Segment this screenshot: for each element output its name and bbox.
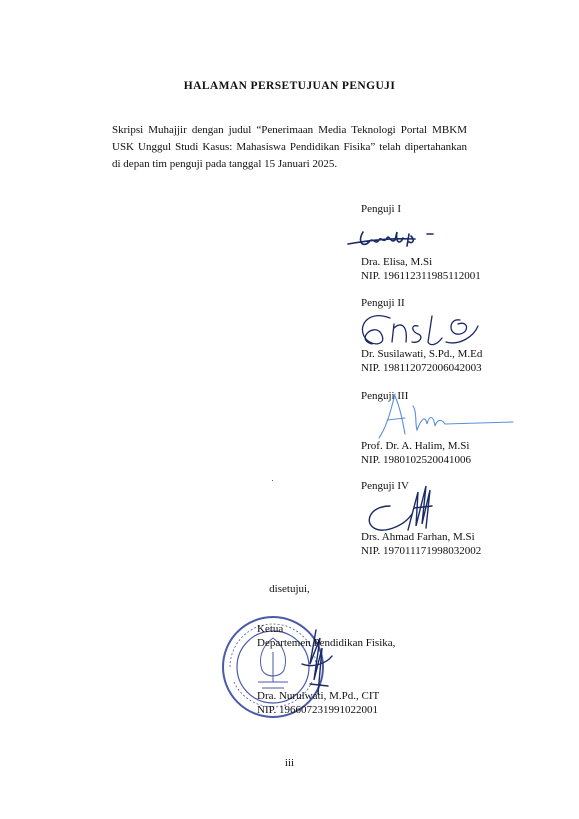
signature-examiner-3 — [365, 390, 525, 446]
examiner-4-name: Drs. Ahmad Farhan, M.Si — [361, 531, 475, 543]
examiner-1-label: Penguji I — [361, 203, 402, 215]
examiner-2-nip: NIP. 198112072006042003 — [361, 362, 482, 374]
examiner-4-label: Penguji IV — [361, 480, 409, 492]
approval-role: Ketua — [257, 623, 284, 635]
stray-dot — [272, 480, 273, 481]
examiner-3-name: Prof. Dr. A. Halim, M.Si — [361, 440, 470, 452]
signature-examiner-1 — [345, 222, 445, 258]
approval-label: disetujui, — [269, 583, 310, 595]
examiner-3-nip: NIP. 198010252004100​6 — [361, 454, 472, 466]
examiner-4-nip: NIP. 197011171998032002 — [361, 545, 482, 557]
approval-department: Departemen Pendidikan Fisika, — [257, 637, 396, 649]
examiner-1-nip: NIP. 196112311985112001 — [361, 270, 481, 282]
page-title: HALAMAN PERSETUJUAN PENGUJI — [183, 80, 396, 92]
examiner-3-label: Penguji III — [361, 390, 409, 402]
examiner-2-label: Penguji II — [361, 297, 405, 309]
examiner-1-name: Dra. Elisa, M.Si — [361, 256, 433, 268]
intro-paragraph: Skripsi Muhajjir dengan judul “Penerimaan Media Teknologi Portal MBKM USK Unggul Studi Kasus: Mahasiswa Pendidikan Fisika” telah dipertahankan di depan tim penguji pada tanggal 15 Januari 2025. — [112, 124, 467, 170]
page-number: iii — [284, 757, 295, 769]
examiner-2-name: Dr. Susilawati, S.Pd., M.Ed — [361, 348, 483, 360]
approval-nip: NIP. 196607231991022001 — [257, 704, 379, 716]
approval-name: Dra. Nurulwati, M.Pd., CIT — [257, 690, 380, 702]
